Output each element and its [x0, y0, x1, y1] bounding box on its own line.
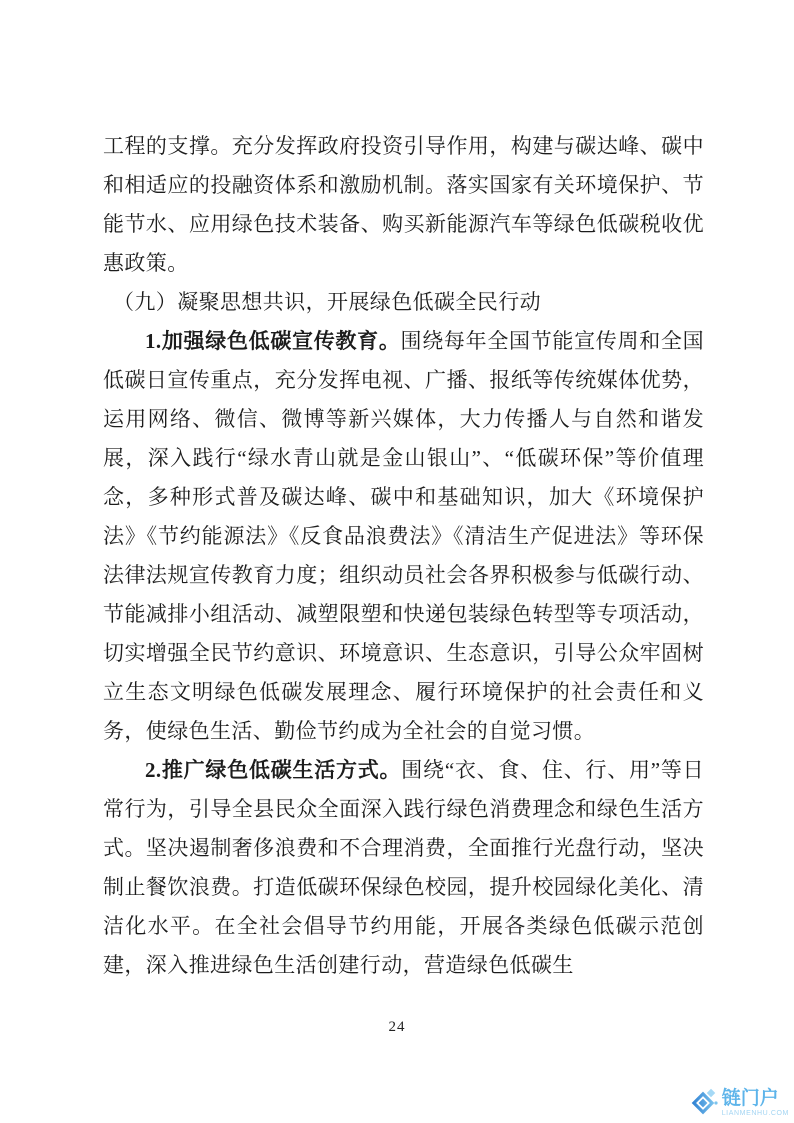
item-1-body: 围绕每年全国节能宣传周和全国低碳日宣传重点，充分发挥电视、广播、报纸等传统媒体优势，运用网络、微信、微博等新兴媒体，大力传播人与自然和谐发展，深入践行“绿水青山就是金山银山”、“低碳环保”等价值理念，多种形式普及碳达峰、碳中和基础知识，加大《环境保护法》《节约能源法》《反食品浪费法》《清洁生产促进法》等环保法律法规宣传教育力度；组织动员社会各界积极参与低碳行动、节能减排小组活动、减塑限塑和快递包装绿色转型等专项活动，切实增强全民节约意识、环境意识、生态意识，引导公众牢固树立生态文明绿色低碳发展理念、履行环境保护的社会责任和义务，使绿色生活、勤俭节约成为全社会的自觉习惯。 — [103, 329, 704, 743]
watermark-brand: 链门户 — [721, 1088, 779, 1109]
watermark-text — [722, 1089, 789, 1117]
paragraph-item-1 — [103, 322, 704, 751]
paragraph-item-2 — [103, 751, 704, 985]
section-heading: （九）凝聚思想共识，开展绿色低碳全民行动 — [113, 290, 541, 314]
item-2-body: 围绕“衣、食、住、行、用”等日常行为，引导全县民众全面深入践行绿色消费理念和绿色生活方式。坚决遏制奢侈浪费和不合理消费，全面推行光盘行动，坚决制止餐饮浪费。打造低碳环保绿色校园，提升校园绿化美化、清洁化水平。在全社会倡导节约用能，开展各类绿色低碳示范创建，深入推进绿色生活创建行动，营造绿色低碳生 — [103, 758, 705, 977]
item-1-title: 1.加强绿色低碳宣传教育。 — [145, 329, 401, 353]
page-number: 24 — [388, 1019, 406, 1035]
item-2-title: 2.推广绿色低碳生活方式。 — [145, 758, 402, 782]
watermark-domain: LIANMENHU.COM — [721, 1110, 789, 1117]
paragraph-continuation: 工程的支撑。充分发挥政府投资引导作用，构建与碳达峰、碳中和相适应的投融资体系和激励机制。落实国家有关环境保护、节能节水、应用绿色技术装备、购买新能源汽车等绿色低碳税收优惠政策。 — [103, 134, 704, 275]
document-body — [103, 127, 704, 985]
lianmenhu-logo-icon — [689, 1088, 719, 1118]
watermark-logo — [689, 1088, 789, 1118]
